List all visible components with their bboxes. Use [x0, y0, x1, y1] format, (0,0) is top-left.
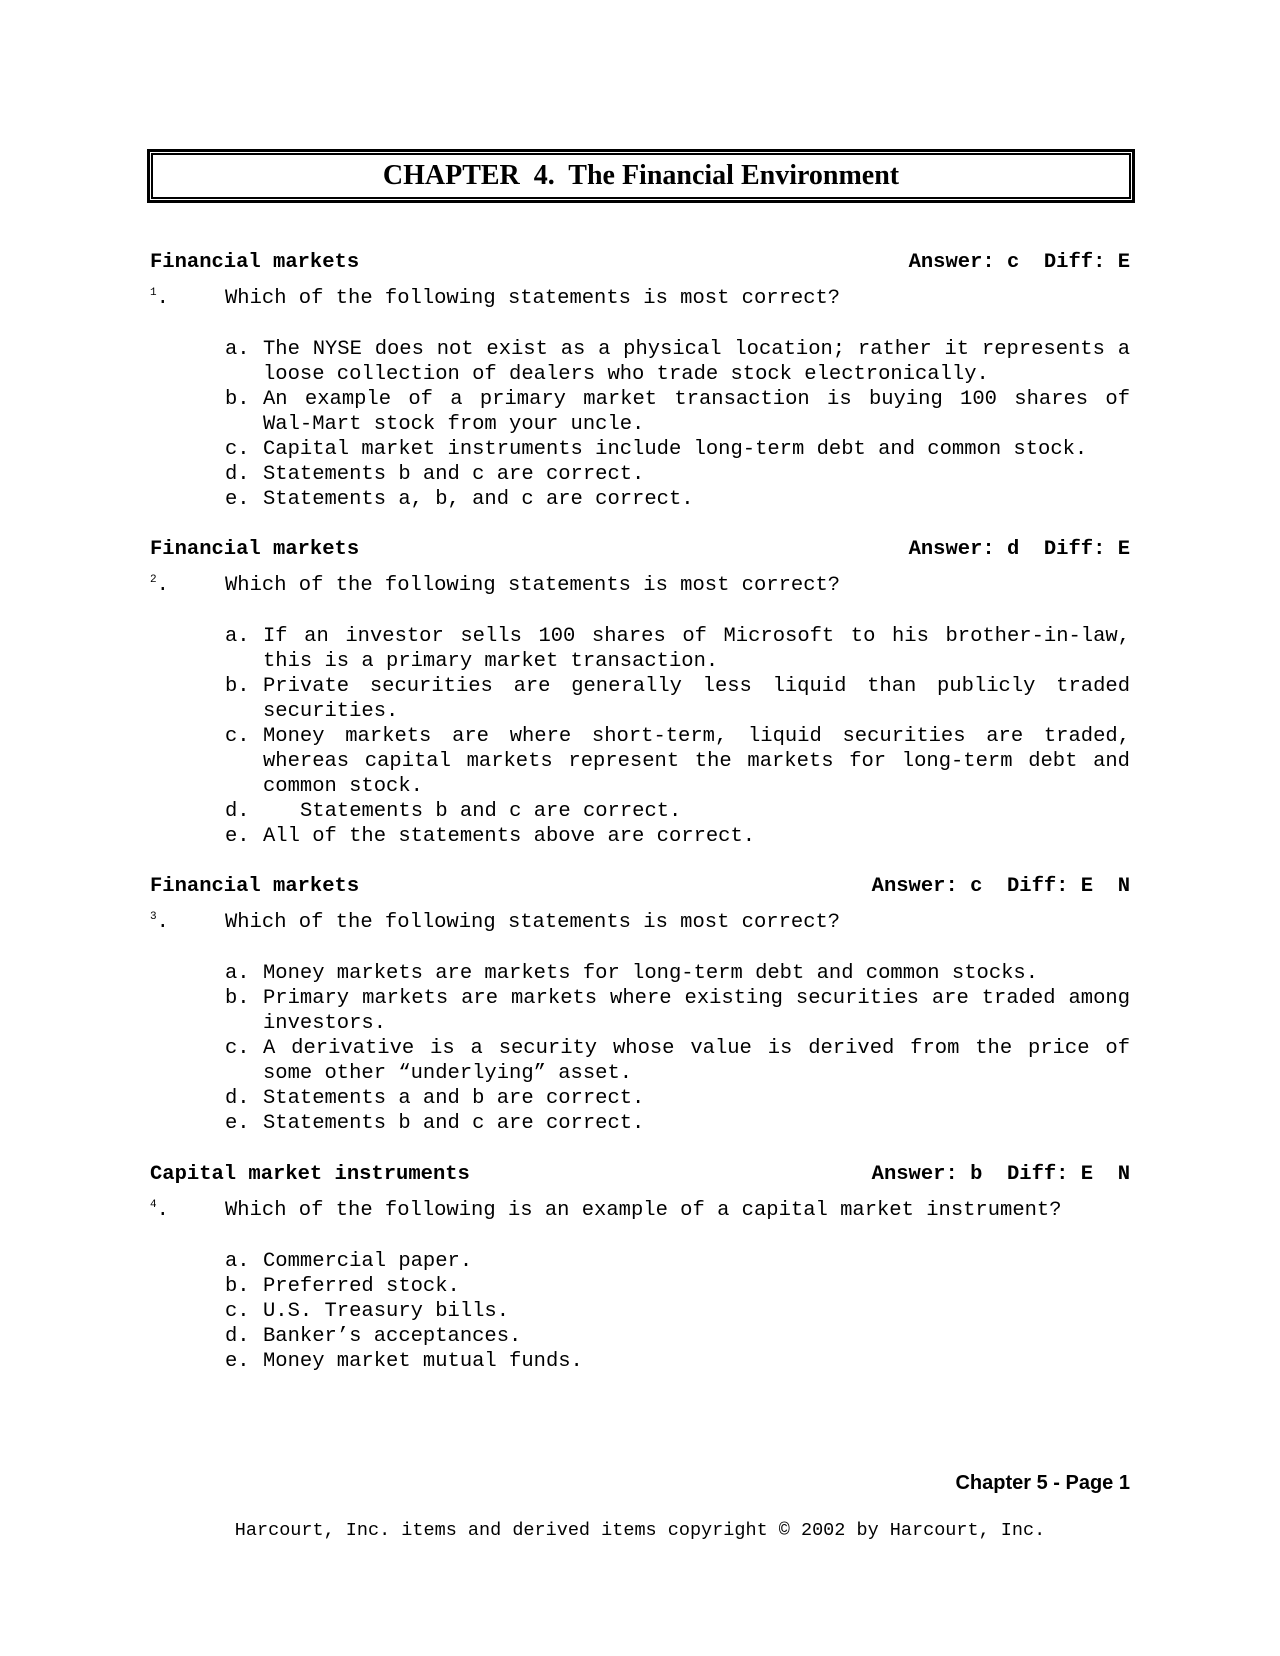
answer-difficulty: Answer: c Diff: E N [871, 875, 1130, 898]
question-block-2 [150, 538, 1130, 849]
choice-list [225, 961, 1130, 1136]
question-block-4 [150, 1163, 1130, 1374]
choice-item: e. Statements a, b, and c are correct. [225, 488, 694, 511]
choice-item: a. Commercial paper. [225, 1250, 473, 1273]
chapter-title-box [148, 150, 1134, 202]
choice-item: e. All of the statements above are correct. [225, 825, 756, 848]
question-header [150, 1163, 1130, 1189]
question-topic: Financial markets [150, 538, 360, 561]
choice-list [225, 1249, 1130, 1374]
choice-item: a. Money markets are markets for long-term debt and common stocks. [225, 962, 1039, 985]
question-topic: Capital market instruments [150, 1163, 470, 1186]
question-number: $^3$. [150, 911, 169, 934]
choice-item: a. If an investor sells 100 shares of Microsoft to his brother-in-law, this is a primary market transaction. [225, 625, 1130, 673]
choice-item: d. Statements b and c are correct. [225, 800, 682, 823]
question-topic: Financial markets [150, 875, 360, 898]
question-line [150, 574, 1130, 600]
choice-item: e. Statements b and c are correct. [225, 1112, 645, 1135]
choice-item: c. Money markets are where short-term, liquid securities are traded, whereas capital markets represent the markets for long-term debt and common stock. [225, 725, 1130, 798]
choice-item: c. A derivative is a security whose value is derived from the price of some other “underlying” asset. [225, 1037, 1130, 1085]
chapter-title: CHAPTER 4. The Financial Environment [382, 160, 900, 191]
answer-difficulty: Answer: c Diff: E [908, 251, 1130, 274]
question-header [150, 875, 1130, 901]
question-header [150, 251, 1130, 277]
choice-item: b. Primary markets are markets where existing securities are traded among investors. [225, 987, 1130, 1035]
choice-list [225, 624, 1130, 849]
question-number: $^1$. [150, 287, 169, 310]
copyright-notice: Harcourt, Inc. items and derived items copyright © 2002 by Harcourt, Inc. [234, 1520, 1046, 1541]
choice-item: c. U.S. Treasury bills. [225, 1300, 510, 1323]
question-text: Which of the following statements is most correct? [225, 287, 841, 310]
choice-item: d. Banker’s acceptances. [225, 1325, 522, 1348]
question-text: Which of the following is an example of a capital market instrument? [225, 1199, 1062, 1222]
question-line [150, 911, 1130, 937]
question-block-1 [150, 251, 1130, 512]
choice-item: c. Capital market instruments include long-term debt and common stock. [225, 438, 1088, 461]
choice-item: b. Private securities are generally less liquid than publicly traded securities. [225, 675, 1130, 723]
choice-item: b. An example of a primary market transaction is buying 100 shares of Wal-Mart stock from your uncle. [225, 388, 1130, 436]
choice-item: a. The NYSE does not exist as a physical location; rather it represents a loose collection of dealers who trade stock electronically. [225, 338, 1130, 386]
question-number: $^4$. [150, 1199, 169, 1222]
choice-item: b. Preferred stock. [225, 1275, 460, 1298]
question-text: Which of the following statements is most correct? [225, 911, 841, 934]
answer-difficulty: Answer: b Diff: E N [871, 1163, 1130, 1186]
page-number: Chapter 5 - Page 1 [955, 1472, 1130, 1494]
choice-list [225, 337, 1130, 512]
question-topic: Financial markets [150, 251, 360, 274]
question-block-3 [150, 875, 1130, 1136]
choice-item: d. Statements b and c are correct. [225, 463, 645, 486]
question-number: $^2$. [150, 574, 169, 597]
choice-item: d. Statements a and b are correct. [225, 1087, 645, 1110]
answer-difficulty: Answer: d Diff: E [908, 538, 1130, 561]
question-text: Which of the following statements is most correct? [225, 574, 841, 597]
question-line [150, 287, 1130, 313]
question-header [150, 538, 1130, 564]
question-line [150, 1199, 1130, 1225]
choice-item: e. Money market mutual funds. [225, 1350, 583, 1373]
